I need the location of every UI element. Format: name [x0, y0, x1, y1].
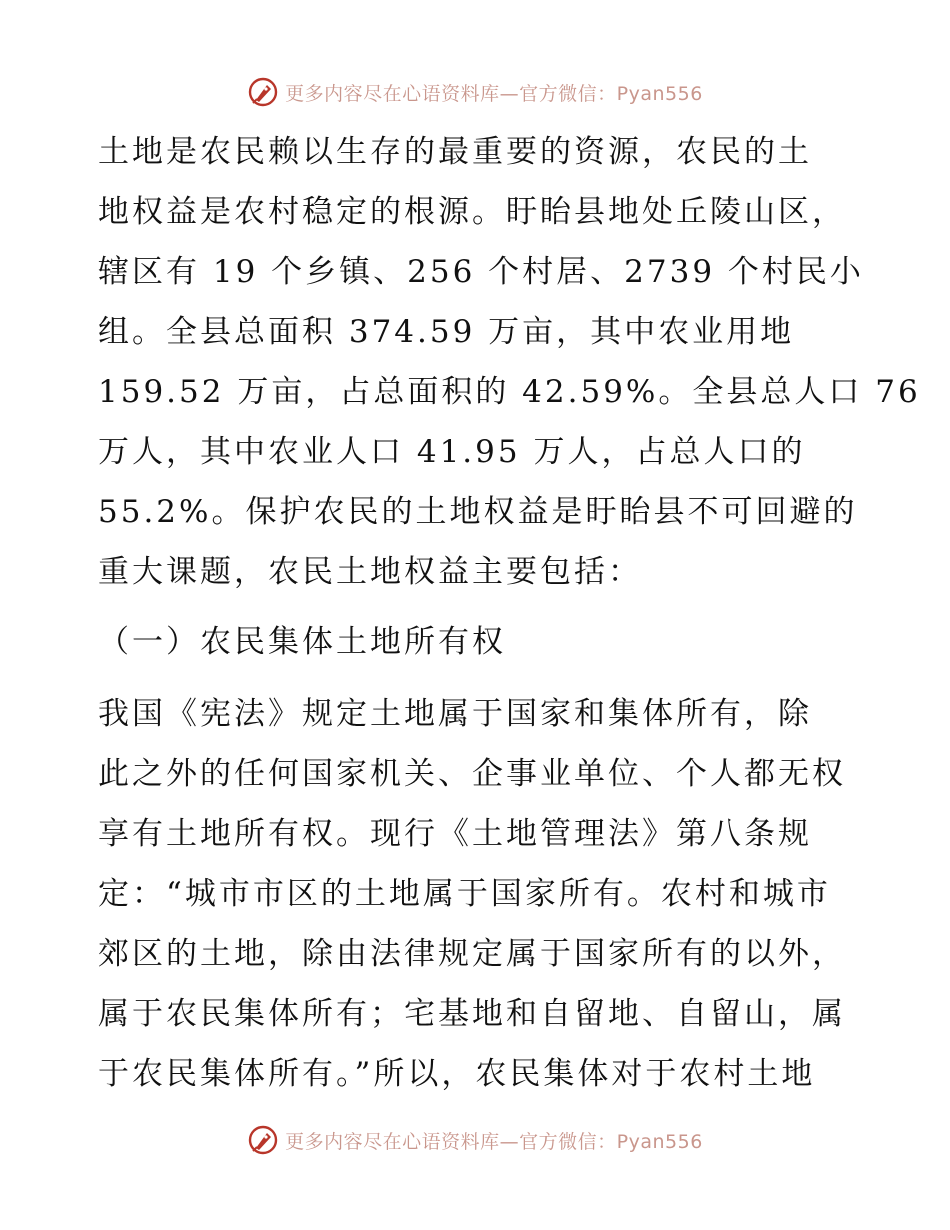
text-line: 于农民集体所有。”所以，农民集体对于农村土地	[98, 1056, 816, 1092]
text-line: 55.2%。保护农民的土地权益是盱眙县不可回避的	[98, 494, 858, 530]
text-line: 郊区的土地，除由法律规定属于国家所有的以外，	[98, 936, 846, 972]
watermark-text: 更多内容尽在心语资料库—官方微信：Pyan556	[285, 1130, 703, 1153]
text-line: 定：“城市市区的土地属于国家所有。农村和城市	[98, 876, 831, 912]
footer-watermark	[0, 1120, 950, 1160]
watermark-text: 更多内容尽在心语资料库—官方微信：Pyan556	[285, 82, 703, 105]
text-line: 组。全县总面积 374.59 万亩，其中农业用地	[98, 314, 795, 350]
paragraph-land-rights-intro	[98, 122, 921, 602]
text-line: 地权益是农村稳定的根源。盱眙县地处丘陵山区，	[98, 194, 846, 230]
document-body	[98, 122, 921, 1104]
text-line: 辖区有 19 个乡镇、256 个村居、2739 个村民小	[98, 254, 864, 290]
text-line: 土地是农民赖以生存的最重要的资源，农民的土	[98, 134, 812, 170]
text-line: 万人，其中农业人口 41.95 万人，占总人口的	[98, 434, 806, 470]
text-line: 此之外的任何国家机关、企事业单位、个人都无权	[98, 756, 846, 792]
pen-nib-icon	[247, 76, 279, 108]
text-line: 享有土地所有权。现行《土地管理法》第八条规	[98, 816, 812, 852]
text-line: 重大课题，农民土地权益主要包括：	[98, 554, 642, 590]
header-watermark	[0, 72, 950, 112]
text-line: 我国《宪法》规定土地属于国家和集体所有，除	[98, 696, 812, 732]
text-line: 159.52 万亩，占总面积的 42.59%。全县总人口 76	[98, 374, 921, 410]
section-heading: （一）农民集体土地所有权	[98, 624, 506, 660]
paragraph-collective-ownership	[98, 684, 858, 1104]
pen-nib-icon	[247, 1124, 279, 1156]
text-line: 属于农民集体所有；宅基地和自留地、自留山，属	[98, 996, 846, 1032]
